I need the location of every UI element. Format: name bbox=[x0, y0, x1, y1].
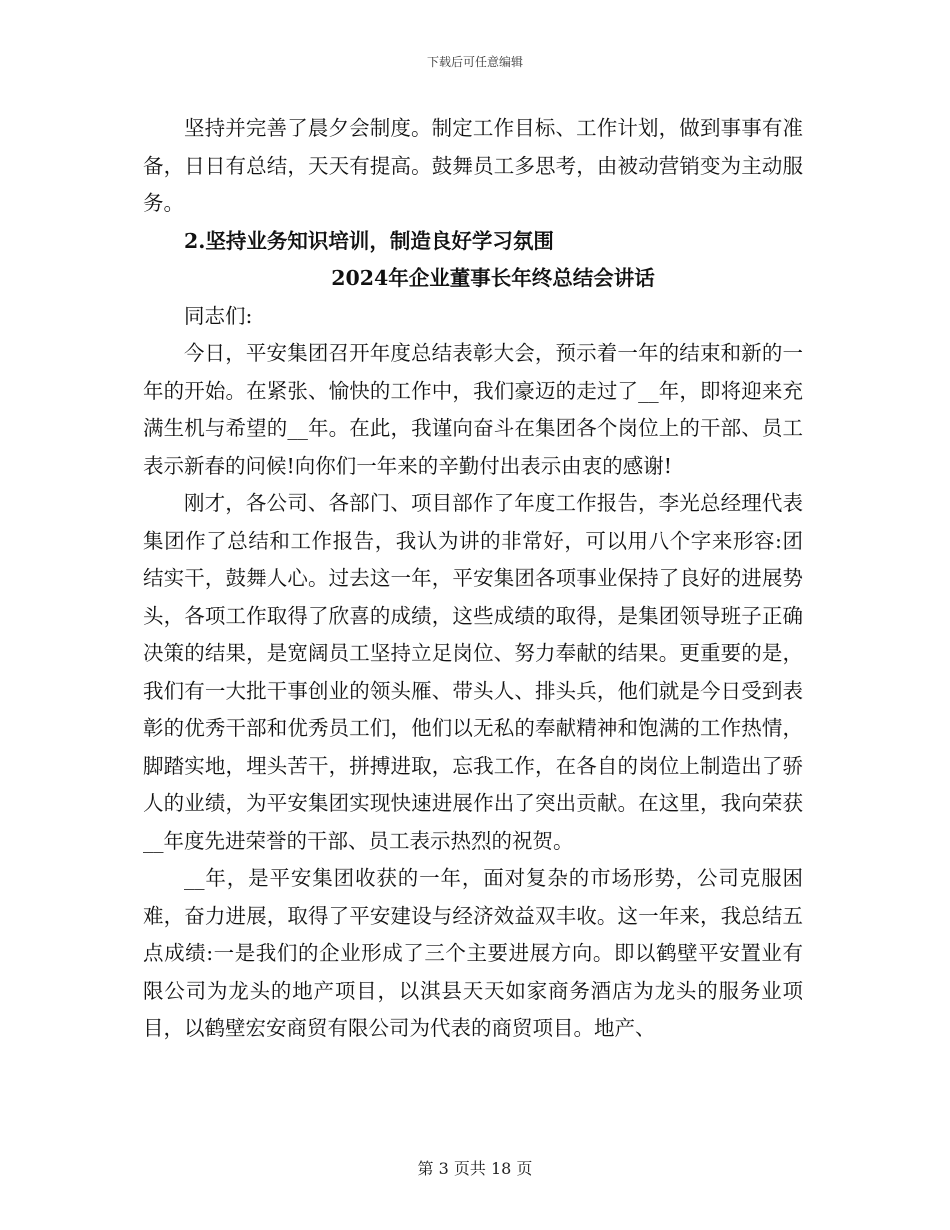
paragraph-harvest-year: __年，是平安集团收获的一年，面对复杂的市场形势，公司克服困难，奋力进展，取得了平安建设与经济效益双丰收。这一年来，我总结五点成绩:一是我们的企业形成了三个主要进展方向。即以鹤壁平安置业有限公司为龙头的地产项目，以淇县天天如家商务酒店为龙头的服务业项目，以鹤壁宏安商贸有限公司为代表的商贸项目。地产、 bbox=[143, 866, 803, 1040]
page-header: 下载后可任意编辑 bbox=[426, 55, 523, 69]
page-number: 第 3 页共 18 页 bbox=[417, 1159, 533, 1178]
paragraph-opening: 今日，平安集团召开年度总结表彰大会，预示着一年的结束和新的一年的开始。在紧张、愉快的工作中，我们豪迈的走过了__年，即将迎来充满生机与希望的__年。在此，我谨向奋斗在集团各个岗位上的干部、员工表示新春的问候!向你们一年来的辛勤付出表示由衷的感谢! bbox=[143, 341, 803, 478]
paragraph-achievements: 刚才，各公司、各部门、项目部作了年度工作报告，李光总经理代表集团作了总结和工作报告，我认为讲的非常好，可以用八个字来形容:团结实干，鼓舞人心。过去这一年，平安集团各项事业保持了良好的进展势头，各项工作取得了欣喜的成绩，这些成绩的取得，是集团领导班子正确决策的结果，是宽阔员工坚持立足岗位、努力奉献的结果。更重要的是，我们有一大批干事创业的领头雁、带头人、排头兵，他们就是今日受到表彰的优秀干部和优秀员工们，他们以无私的奉献精神和饱满的工作热情，脚踏实地，埋头苦干，拼搏进取，忘我工作，在各自的岗位上制造出了骄人的业绩，为平安集团实现快速进展作出了突出贡献。在这里，我向荣获__年度先进荣誉的干部、员工表示热烈的祝贺。 bbox=[143, 491, 803, 853]
paragraph-morning-meeting: 坚持并完善了晨夕会制度。制定工作目标、工作计划，做到事事有准备，日日有总结，天天有提高。鼓舞员工多思考，由被动营销变为主动服务。 bbox=[143, 116, 803, 215]
greeting: 同志们: bbox=[184, 303, 253, 328]
section-heading: 2.坚持业务知识培训，制造良好学习氛围 bbox=[184, 228, 554, 253]
document-body bbox=[143, 110, 803, 1048]
speech-title: 2024年企业董事长年终总结会讲话 bbox=[331, 266, 655, 290]
